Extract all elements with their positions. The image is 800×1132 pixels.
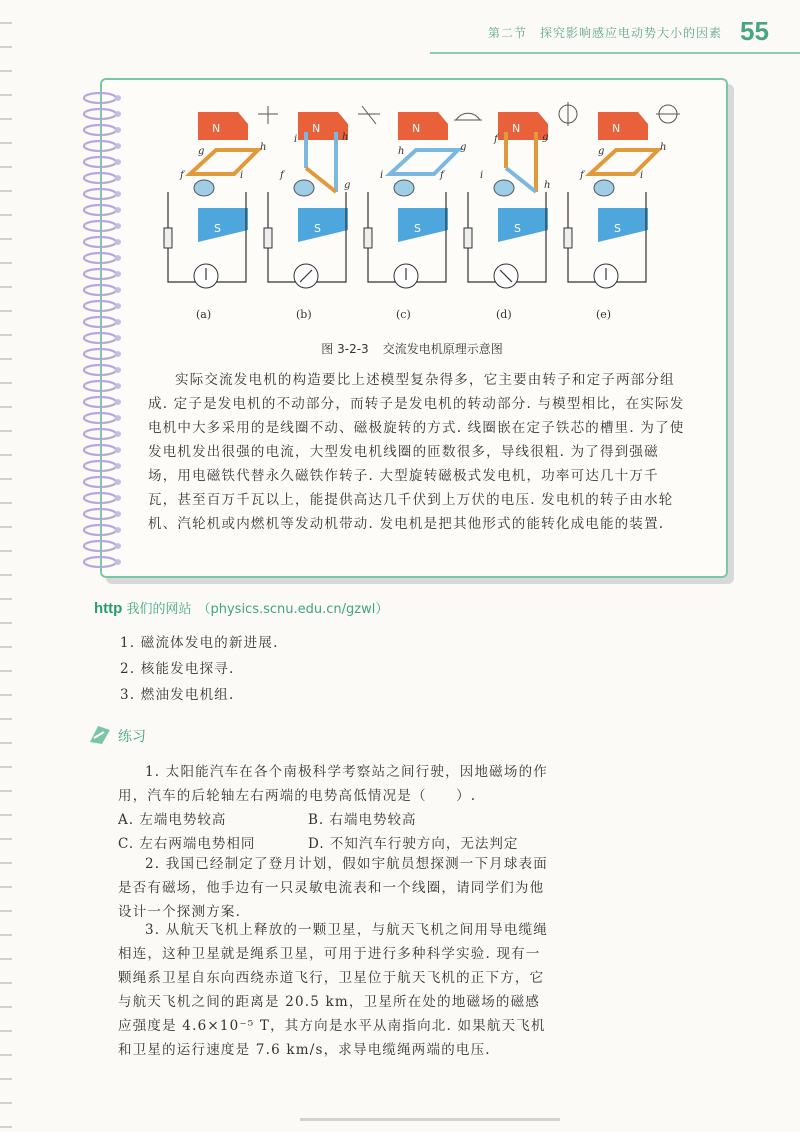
coil-letter: h xyxy=(660,142,667,153)
page-footer-rule xyxy=(300,1118,560,1121)
question-text: 2. 我国已经制定了登月计划，假如宇航员想探测一下月球表面是否有磁场，他手边有一只灵敏电流表和一个线圈，请同学们为他设计一个探测方案. xyxy=(118,856,548,920)
south-label: S xyxy=(414,222,421,235)
choice-list xyxy=(118,808,548,856)
page-number: 55 xyxy=(740,16,769,46)
coil-letter: g xyxy=(542,132,549,143)
panel-label: (e) xyxy=(596,308,612,321)
exercise-question-3 xyxy=(118,918,548,1062)
north-label: N xyxy=(312,122,321,135)
panel-label: (b) xyxy=(296,308,312,321)
website-title: 我们的网站 xyxy=(126,602,192,617)
list-item: 2. 核能发电探寻. xyxy=(120,661,235,677)
rotation-indicator xyxy=(362,106,376,124)
list-item: 3. 燃油发电机组. xyxy=(120,687,235,703)
panel-label: (d) xyxy=(496,308,512,321)
coil-letter: h xyxy=(544,180,551,191)
generator-diagram-a xyxy=(164,106,278,321)
coil-letter: h xyxy=(342,132,349,143)
coil-letter: i xyxy=(294,134,298,145)
figure-caption xyxy=(100,340,724,357)
coil-letter: h xyxy=(260,142,267,153)
spiral-binding xyxy=(78,88,128,568)
page-edge xyxy=(0,0,12,1132)
slip-ring xyxy=(594,180,614,196)
south-label: S xyxy=(514,222,521,235)
coil-letter: i xyxy=(640,170,644,181)
south-pole-magnet xyxy=(398,208,448,242)
choice-b: B. 右端电势较高 xyxy=(308,812,417,828)
north-pole-magnet xyxy=(598,112,648,140)
rotation-indicator xyxy=(456,113,480,120)
generator-diagram-e xyxy=(564,105,680,321)
north-label: N xyxy=(612,122,621,135)
coil-letter: h xyxy=(398,146,405,157)
coil-letter: g xyxy=(598,146,605,157)
question-text: 1. 太阳能汽车在各个南极科学考察站之间行驶，因地磁场的作用，汽车的后轮轴左右两端的电势高低情况是（ ）. xyxy=(118,764,548,804)
coil-letter: g xyxy=(198,146,205,157)
north-label: N xyxy=(212,122,221,135)
coil-letter: f xyxy=(494,134,498,145)
panel-paragraph: 实际交流发电机的构造要比上述模型复杂得多，它主要由转子和定子两部分组成. 定子是发电机的不动部分，而转子是发电机的转动部分. 与模型相比，在实际发电机中大多采用的是线圈不动、磁极旋转的方式. 线圈嵌在定子铁芯的槽里. 为了使发电机发出很强的电流，大型发电机线圈的匝数很多，导线很粗. 为了得到强磁场，用电磁铁代替永久磁铁作转子. 大型旋转磁极式发电机，功率可达几十万千瓦，甚至百万千瓦以上，能提供高达几千伏到上万伏的电压. 发电机的转子由水轮机、汽轮机或内燃机等发动机带动. 发电机是把其他形式的能转化成电能的装置. xyxy=(148,372,685,532)
coil-letter: i xyxy=(480,170,484,181)
resistor xyxy=(164,228,172,248)
list-item: 1. 磁流体发电的新进展. xyxy=(120,635,279,651)
coil-letter: f xyxy=(280,170,284,181)
generator-figure xyxy=(150,92,690,332)
south-label: S xyxy=(314,222,321,235)
north-pole-magnet xyxy=(398,112,448,140)
generator-diagram-d xyxy=(464,102,577,321)
panel-label: (a) xyxy=(196,308,212,321)
resistor xyxy=(564,228,572,248)
south-pole-magnet xyxy=(298,208,348,242)
north-label: N xyxy=(412,122,421,135)
generator-diagram-c xyxy=(364,112,482,321)
resistor xyxy=(264,228,272,248)
slip-ring xyxy=(394,180,414,196)
south-label: S xyxy=(614,222,621,235)
figure-caption-text: 交流发电机原理示意图 xyxy=(382,342,503,356)
coil-letter: i xyxy=(380,170,384,181)
slip-ring xyxy=(194,180,214,196)
pencil-icon xyxy=(88,722,114,746)
choice-d: D. 不知汽车行驶方向，无法判定 xyxy=(308,836,519,852)
north-pole-magnet xyxy=(198,112,248,140)
http-logo-icon: http xyxy=(94,600,123,617)
coil-letter: f xyxy=(440,170,444,181)
choice-a: A. 左端电势较高 xyxy=(118,812,227,828)
figure-number: 图 3-2-3 xyxy=(321,342,369,356)
north-label: N xyxy=(512,122,521,135)
coil-letter: f xyxy=(580,170,584,181)
coil-letter: g xyxy=(344,180,351,191)
panel-label: (c) xyxy=(396,308,411,321)
exercise-question-1 xyxy=(118,760,548,856)
slip-ring xyxy=(494,180,514,196)
south-pole-magnet xyxy=(498,208,548,242)
slip-ring xyxy=(294,180,314,196)
coil-letter: f xyxy=(180,170,184,181)
question-text: 3. 从航天飞机上释放的一颗卫星，与航天飞机之间用导电缆绳相连，这种卫星就是绳系卫星，可用于进行多种科学实验. 现有一颗绳系卫星自东向西绕赤道飞行，卫星位于航天飞机的正下方，它与航天飞机之间的距离是 20.5 km，卫星所在处的地磁场的磁感应强度是 4.6×10⁻⁵ T，其方向是水平从南指向北. 如果航天飞机和卫星的运行速度是 7.6 km/s，求导电缆绳两端的电压. xyxy=(118,922,548,1058)
exercise-question-2 xyxy=(118,852,548,924)
resistor xyxy=(364,228,372,248)
coil-letter: g xyxy=(460,142,467,153)
south-pole-magnet xyxy=(198,208,248,242)
website-url[interactable]: （physics.scnu.edu.cn/gzwl） xyxy=(197,602,389,617)
section-title: 第二节 探究影响感应电动势大小的因素 xyxy=(488,26,723,40)
resistor xyxy=(464,228,472,248)
south-pole-magnet xyxy=(598,208,648,242)
generator-diagram-b xyxy=(264,106,380,321)
south-label: S xyxy=(214,222,221,235)
coil-letter: i xyxy=(240,170,244,181)
website-list xyxy=(120,630,279,708)
website-heading xyxy=(94,598,388,617)
choice-c: C. 左右两端电势相同 xyxy=(118,836,256,852)
exercise-title: 练习 xyxy=(118,729,146,745)
